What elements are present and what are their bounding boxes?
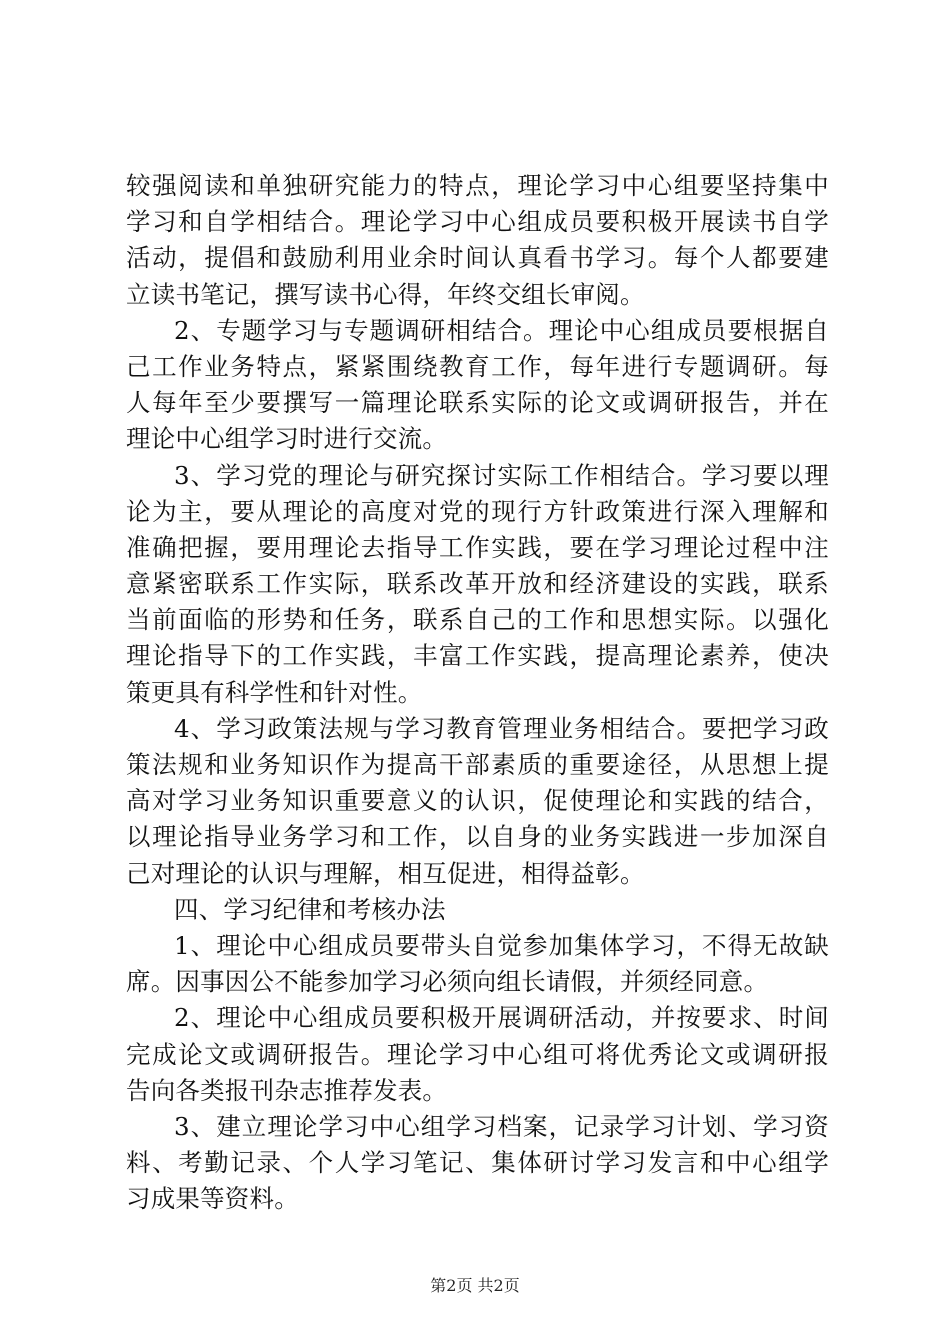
section-heading: 四、学习纪律和考核办法: [174, 894, 446, 924]
text-line: 完成论文或调研报告。理论学习中心组可将优秀论文或调研报: [126, 1039, 829, 1069]
text-line: 论为主，要从理论的高度对党的现行方针政策进行深入理解和: [126, 496, 829, 526]
text-line: 席。因事因公不能参加学习必须向组长请假，并须经同意。: [126, 967, 769, 997]
text-line: 己对理论的认识与理解，相互促进，相得益彰。: [126, 858, 645, 888]
text-line: 习成果等资料。: [126, 1184, 299, 1214]
text-line: 以理论指导业务学习和工作，以自身的业务实践进一步加深自: [126, 822, 829, 852]
text-line: 人每年至少要撰写一篇理论联系实际的论文或调研报告，并在: [126, 388, 829, 418]
text-line: 3、学习党的理论与研究探讨实际工作相结合。学习要以理: [174, 460, 829, 490]
text-line: 料、考勤记录、个人学习笔记、集体研讨学习发言和中心组学: [126, 1148, 829, 1178]
text-line: 理论指导下的工作实践，丰富工作实践，提高理论素养，使决: [126, 641, 829, 671]
text-line: 高对学习业务知识重要意义的认识，促使理论和实践的结合，: [126, 786, 829, 816]
text-line: 2、理论中心组成员要积极开展调研活动，并按要求、时间: [174, 1003, 829, 1033]
text-line: 学习和自学相结合。理论学习中心组成员要积极开展读书自学: [126, 207, 829, 237]
text-line: 4、学习政策法规与学习教育管理业务相结合。要把学习政: [174, 713, 829, 743]
text-line: 立读书笔记，撰写读书心得，年终交组长审阅。: [126, 279, 645, 309]
text-line: 1、理论中心组成员要带头自觉参加集体学习，不得无故缺: [174, 930, 829, 960]
text-line: 活动，提倡和鼓励利用业余时间认真看书学习。每个人都要建: [126, 243, 829, 273]
text-line: 理论中心组学习时进行交流。: [126, 424, 448, 454]
text-line: 当前面临的形势和任务，联系自己的工作和思想实际。以强化: [126, 605, 829, 635]
page-number-footer: 第2页 共2页: [430, 1276, 520, 1295]
text-line: 己工作业务特点，紧紧围绕教育工作，每年进行专题调研。每: [126, 351, 829, 381]
text-line: 策法规和业务知识作为提高干部素质的重要途径，从思想上提: [126, 750, 829, 779]
document-body: [126, 168, 829, 1217]
text-line: 2、专题学习与专题调研相结合。理论中心组成员要根据自: [174, 315, 829, 345]
text-line: 告向各类报刊杂志推荐发表。: [126, 1075, 448, 1105]
text-line: 准确把握，要用理论去指导工作实践，要在学习理论过程中注: [126, 532, 829, 562]
text-line: 较强阅读和单独研究能力的特点，理论学习中心组要坚持集中: [126, 171, 829, 200]
text-line: 意紧密联系工作实际，联系改革开放和经济建设的实践，联系: [126, 569, 829, 599]
text-line: 3、建立理论学习中心组学习档案，记录学习计划、学习资: [174, 1111, 829, 1141]
text-line: 策更具有科学性和针对性。: [126, 677, 423, 707]
